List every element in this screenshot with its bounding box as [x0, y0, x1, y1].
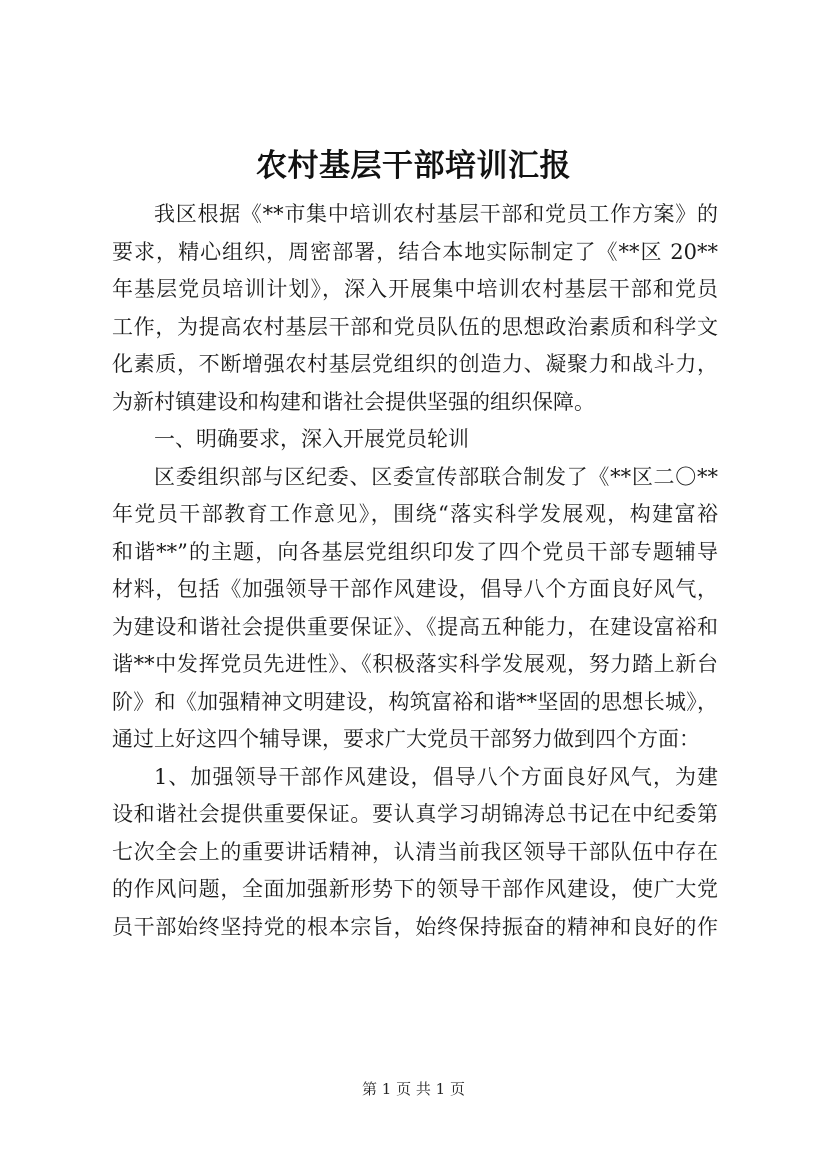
paragraph-line: 的作风问题，全面加强新形势下的领导干部作风建设，使广大党 [112, 877, 718, 901]
section-heading: 一、明确要求，深入开展党员轮训 [154, 427, 469, 451]
paragraph-line: 阶》和《加强精神文明建设，构筑富裕和谐**坚固的思想长城》， [112, 689, 718, 714]
paragraph-line: 工作，为提高农村基层干部和党员队伍的思想政治素质和科学文 [112, 314, 718, 339]
paragraph-line: 年基层党员培训计划》，深入开展集中培训农村基层干部和党员 [112, 277, 718, 301]
paragraph-line: 化素质，不断增强农村基层党组织的创造力、凝聚力和战斗力， [112, 352, 718, 376]
paragraph-line: 1、加强领导干部作风建设，倡导八个方面良好风气，为建 [154, 764, 718, 789]
paragraph-line: 七次全会上的重要讲话精神，认清当前我区领导干部队伍中存在 [112, 839, 718, 864]
page-footer: 第 1 页 共 1 页 [362, 1080, 465, 1098]
paragraph-line: 年党员干部教育工作意见》，围绕“落实科学发展观，构建富裕 [112, 502, 718, 526]
paragraph-line: 我区根据《**市集中培训农村基层干部和党员工作方案》的 [154, 202, 718, 226]
paragraph-line: 材料，包括《加强领导干部作风建设，倡导八个方面良好风气， [112, 577, 718, 601]
paragraph-line: 区委组织部与区纪委、区委宣传部联合制发了《**区二〇** [154, 464, 718, 489]
paragraph-line: 通过上好这四个辅导课，要求广大党员干部努力做到四个方面： [112, 727, 700, 751]
paragraph-line: 员干部始终坚持党的根本宗旨，始终保持振奋的精神和良好的作 [112, 914, 718, 939]
paragraph-line: 谐**中发挥党员先进性》、《积极落实科学发展观，努力踏上新台 [112, 652, 718, 676]
paragraph-line: 设和谐社会提供重要保证。要认真学习胡锦涛总书记在中纪委第 [112, 802, 718, 826]
document-title: 农村基层干部培训汇报 [256, 148, 571, 184]
document-body [112, 196, 718, 946]
paragraph-line: 和谐**”的主题，向各基层党组织印发了四个党员干部专题辅导 [112, 539, 718, 564]
paragraph-line: 要求，精心组织，周密部署，结合本地实际制定了《**区 20** [112, 239, 718, 264]
paragraph-line: 为建设和谐社会提供重要保证》、《提高五种能力，在建设富裕和 [112, 614, 718, 639]
paragraph-line: 为新村镇建设和构建和谐社会提供坚强的组织保障。 [112, 389, 595, 414]
